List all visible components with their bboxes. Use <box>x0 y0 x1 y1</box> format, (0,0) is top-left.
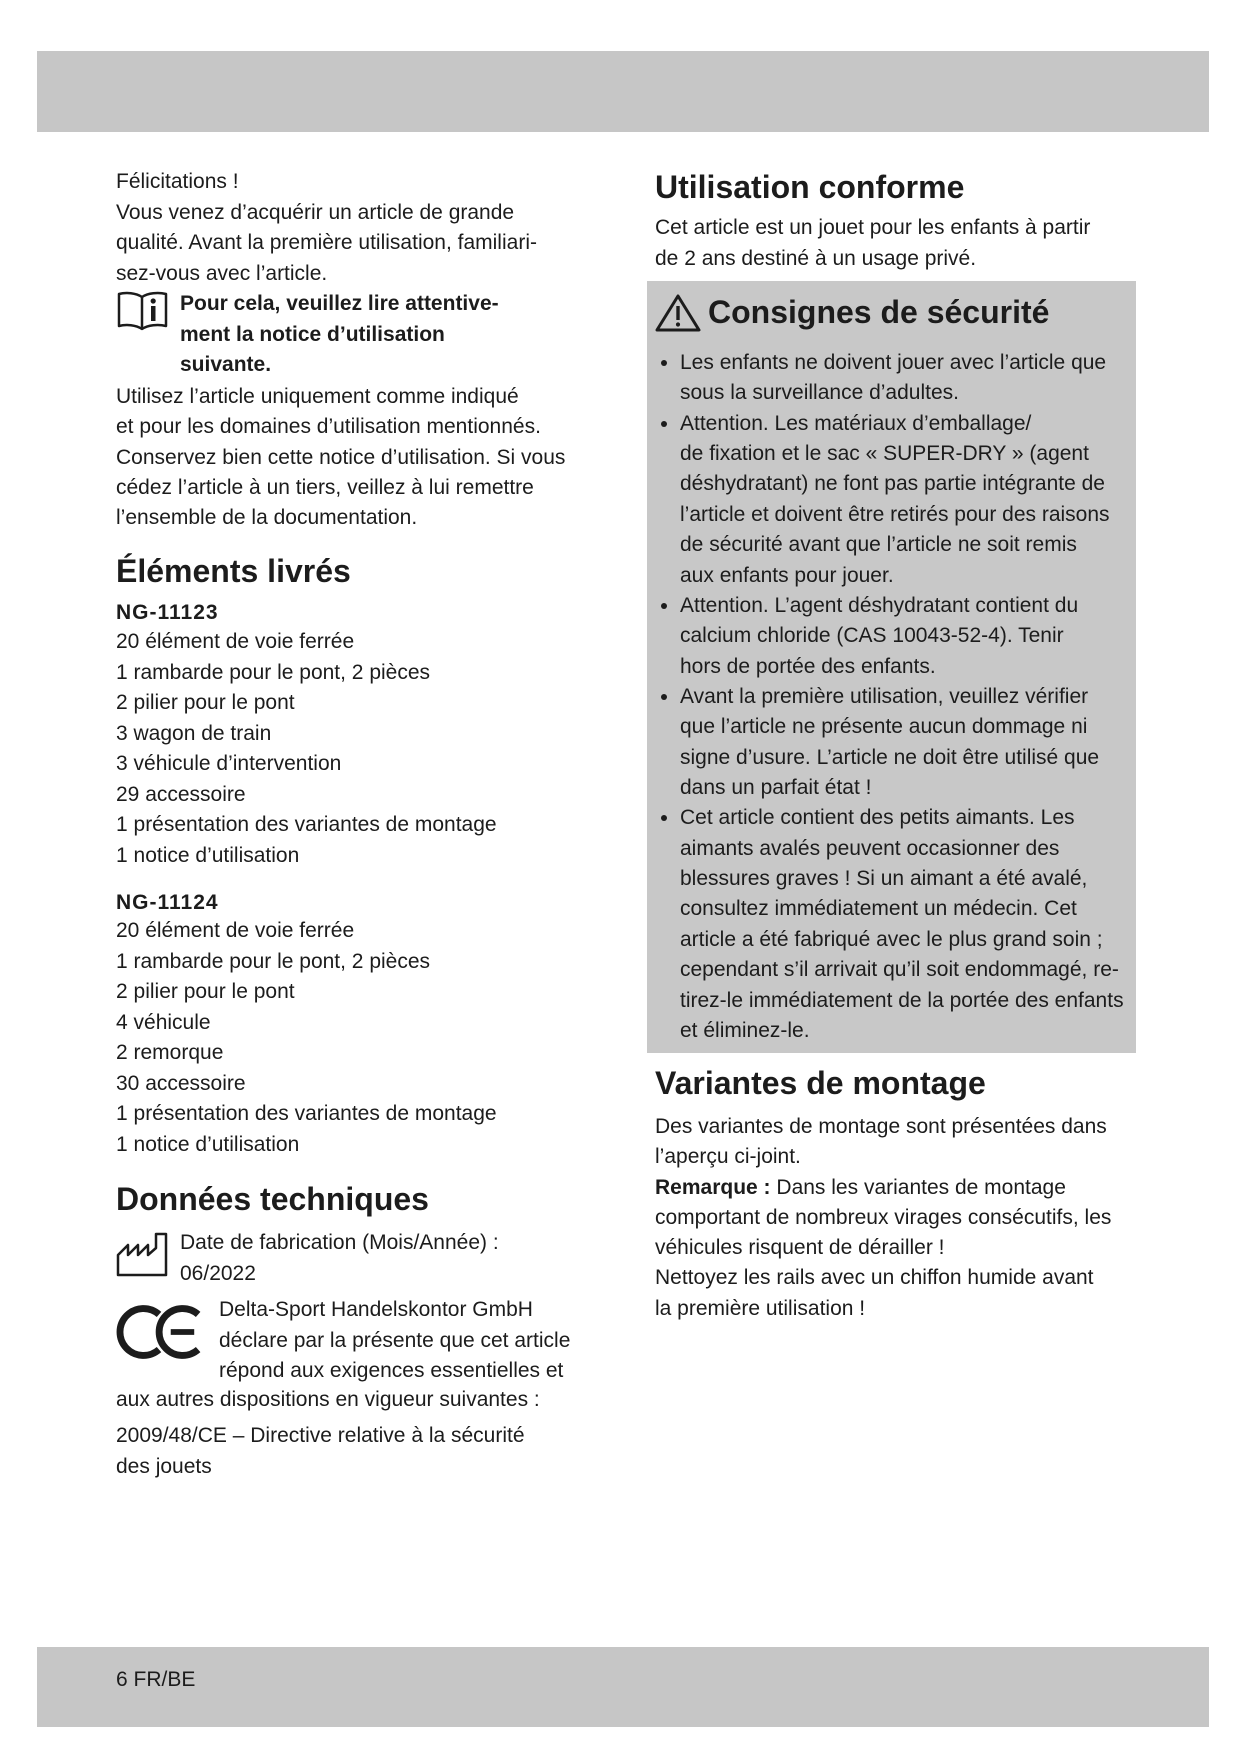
safety-line: Attention. L’agent déshydratant contient du <box>680 593 1079 617</box>
intro-line: Félicitations ! <box>116 170 239 193</box>
safety-line: aimants avalés peuvent occasionner des <box>680 836 1060 860</box>
manufacture-date <box>180 1228 499 1289</box>
assembly-variants-text <box>655 1112 1111 1324</box>
safety-line: blessures graves ! Si un aimant a été avalé, <box>680 867 1088 891</box>
usage-line: l’ensemble de la documentation. <box>116 506 418 530</box>
delivered-item: 1 rambarde pour le pont, 2 pièces <box>116 660 431 684</box>
safety-bullet <box>680 682 1124 803</box>
usage-line: Utilisez l’article uniquement comme indiqué <box>116 385 519 408</box>
intended-use-paragraph <box>655 213 1090 274</box>
intro-line: sez-vous avec l’article. <box>116 261 328 285</box>
delivered-item: 20 élément de voie ferrée <box>116 919 355 942</box>
manufacture-line: Date de fabrication (Mois/Année) : <box>180 1231 499 1254</box>
safety-line: de sécurité avant que l’article ne soit remis <box>680 533 1077 557</box>
delivered-item: 1 présentation des variantes de montage <box>116 1102 497 1125</box>
declaration-line: répond aux exigences essentielles et <box>219 1359 564 1382</box>
safety-line: calcium chloride (CAS 10043-52-4). Tenir <box>680 624 1064 648</box>
safety-bullet <box>680 803 1124 1046</box>
usage-line: cédez l’article à un tiers, veillez à lui remettre <box>116 475 534 499</box>
safety-line: Attention. Les matériaux d’emballage/ <box>680 411 1032 435</box>
declaration-line: Delta-Sport Handelskontor GmbH <box>219 1298 533 1321</box>
warning-triangle-icon <box>655 293 701 338</box>
intended-use-line: Cet article est un jouet pour les enfants à partir <box>655 216 1091 239</box>
delivered-item: 2 pilier pour le pont <box>116 980 295 1003</box>
model-label: NG-11123 <box>116 601 219 624</box>
remark-line <box>655 1173 1111 1203</box>
assembly-line: véhicules risquent de dérailler ! <box>655 1236 945 1260</box>
conformity-declaration <box>219 1295 570 1387</box>
delivered-item: 1 présentation des variantes de montage <box>116 813 497 836</box>
safety-bullet <box>680 591 1124 682</box>
delivered-item: 2 pilier pour le pont <box>116 691 295 714</box>
safety-line: dans un parfait état ! <box>680 776 872 800</box>
delivered-items-list <box>116 916 497 1160</box>
declaration-line: déclare par la présente que cet article <box>219 1328 571 1352</box>
assembly-intro <box>655 1112 1111 1173</box>
safety-bullet-list <box>680 348 1124 1046</box>
delivered-items-list <box>116 627 497 871</box>
declaration-continuation: aux autres dispositions en vigueur suivantes : <box>116 1388 540 1411</box>
factory-icon <box>116 1231 169 1282</box>
safety-heading: Consignes de sécurité <box>708 294 1050 330</box>
intro-paragraph <box>116 167 537 289</box>
delivered-item: 1 rambarde pour le pont, 2 pièces <box>116 949 431 973</box>
delivered-item: 3 véhicule d’intervention <box>116 752 342 775</box>
delivered-item: 4 véhicule <box>116 1010 211 1034</box>
safety-line: déshydratant) ne font pas partie intégrante de <box>680 472 1105 496</box>
usage-line: et pour les domaines d’utilisation mentionnés. <box>116 415 541 439</box>
manufacture-line: 06/2022 <box>180 1261 256 1285</box>
assembly-line: Des variantes de montage sont présentées dans <box>655 1115 1107 1138</box>
read-instructions-notice <box>180 289 499 381</box>
ce-mark-icon <box>114 1302 204 1367</box>
assembly-line: Nettoyez les rails avec un chiffon humide avant <box>655 1266 1094 1290</box>
intro-line: qualité. Avant la première utilisation, familiari- <box>116 231 537 254</box>
safety-line: signe d’usure. L’article ne doit être utilisé que <box>680 745 1100 769</box>
footer-band <box>37 1647 1209 1727</box>
safety-bullet <box>680 348 1124 409</box>
notice-line: ment la notice d’utilisation <box>180 322 445 346</box>
delivered-item: 20 élément de voie ferrée <box>116 630 355 653</box>
safety-bullet <box>680 409 1124 591</box>
usage-line: Conservez bien cette notice d’utilisation. Si vous <box>116 445 566 469</box>
safety-line: tirez-le immédiatement de la portée des enfants <box>680 988 1124 1012</box>
safety-line: aux enfants pour jouer. <box>680 563 894 587</box>
intro-line: Vous venez d’acquérir un article de grande <box>116 200 515 224</box>
cleaning-instruction <box>655 1263 1111 1324</box>
safety-line: sous la surveillance d’adultes. <box>680 381 959 405</box>
delivered-item: 1 notice d’utilisation <box>116 843 300 867</box>
safety-line: consultez immédiatement un médecin. Cet <box>680 897 1077 921</box>
safety-line: de fixation et le sac « SUPER-DRY » (agent <box>680 442 1089 466</box>
notice-line: Pour cela, veuillez lire attentive- <box>180 292 499 315</box>
safety-line: que l’article ne présente aucun dommage ni <box>680 715 1088 739</box>
directive-reference <box>116 1421 525 1482</box>
usage-paragraph <box>116 382 565 533</box>
delivered-item: 2 remorque <box>116 1041 224 1064</box>
safety-line: et éliminez-le. <box>680 1018 810 1042</box>
remark-text: Dans les variantes de montage <box>776 1175 1066 1199</box>
delivered-item: 30 accessoire <box>116 1071 246 1095</box>
technical-data-heading: Données techniques <box>116 1181 429 1217</box>
info-book-icon <box>116 289 169 336</box>
model-label: NG-11124 <box>116 891 219 914</box>
assembly-line: la première utilisation ! <box>655 1296 866 1320</box>
directive-line: 2009/48/CE – Directive relative à la sécurité <box>116 1424 525 1447</box>
delivered-items-heading: Éléments livrés <box>116 553 351 589</box>
intended-use-line: de 2 ans destiné à un usage privé. <box>655 246 977 270</box>
remark-label: Remarque : <box>655 1175 771 1199</box>
intended-use-heading: Utilisation conforme <box>655 169 965 205</box>
safety-line: cependant s’il arrivait qu’il soit endommagé, re- <box>680 958 1119 982</box>
assembly-line: l’aperçu ci-joint. <box>655 1145 801 1169</box>
safety-line: article a été fabriqué avec le plus grand soin ; <box>680 927 1103 951</box>
page-number: 6 FR/BE <box>116 1668 196 1691</box>
assembly-variants-heading: Variantes de montage <box>655 1065 986 1101</box>
safety-line: l’article et doivent être retirés pour des raisons <box>680 502 1110 526</box>
safety-line: Cet article contient des petits aimants. Les <box>680 806 1075 830</box>
delivered-item: 3 wagon de train <box>116 721 272 745</box>
assembly-line: comportant de nombreux virages consécutifs, les <box>655 1205 1112 1229</box>
delivered-item: 29 accessoire <box>116 782 246 806</box>
header-band <box>37 51 1209 132</box>
delivered-item: 1 notice d’utilisation <box>116 1132 300 1156</box>
safety-line: Avant la première utilisation, veuillez vérifier <box>680 684 1089 708</box>
safety-line: Les enfants ne doivent jouer avec l’article que <box>680 351 1107 374</box>
remark-continuation <box>655 1203 1111 1264</box>
notice-line: suivante. <box>180 353 272 376</box>
directive-line: des jouets <box>116 1454 212 1478</box>
safety-line: hors de portée des enfants. <box>680 654 936 678</box>
